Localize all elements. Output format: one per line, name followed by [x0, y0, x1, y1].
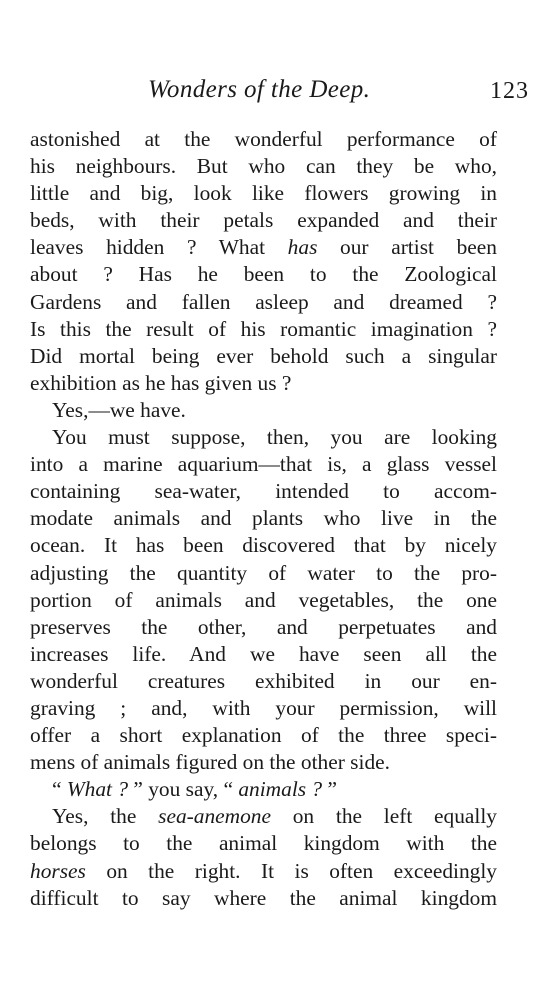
text-line: offer a short explanation of the three speci-	[30, 723, 497, 748]
running-head	[30, 76, 529, 110]
text-line: belongs to the animal kingdom with the	[30, 831, 497, 856]
text-line: leaves hidden ? What has our artist been	[30, 235, 497, 260]
text-line: wonderful creatures exhibited in our en-	[30, 668, 497, 693]
text-line: graving ; and, with your permission, will	[30, 695, 497, 720]
text-line: You must suppose, then, you are looking	[52, 425, 497, 450]
text-line: adjusting the quantity of water to the pro-	[30, 560, 497, 585]
running-title: Wonders of the Deep.	[148, 76, 371, 103]
text-line: beds, with their petals expanded and their	[30, 208, 497, 233]
text-line: horses on the right. It is often exceedingly	[30, 858, 497, 883]
text-line: Yes,—we have.	[52, 397, 186, 422]
text-line: Is this the result of his romantic imagination ?	[30, 316, 497, 341]
text-line: mens of animals figured on the other side.	[30, 750, 390, 775]
text-line: containing sea-water, intended to accom-	[30, 479, 497, 504]
text-line: increases life. And we have seen all the	[30, 641, 497, 666]
text-line: about ? Has he been to the Zoological	[30, 262, 497, 287]
text-line: Gardens and fallen asleep and dreamed ?	[30, 289, 497, 314]
text-line: into a marine aquarium—that is, a glass vessel	[30, 452, 497, 477]
body-text	[30, 126, 497, 912]
text-line: little and big, look like flowers growing in	[30, 181, 497, 206]
text-line: exhibition as he has given us ?	[30, 370, 292, 395]
page-number: 123	[490, 78, 529, 104]
text-line: preserves the other, and perpetuates and	[30, 614, 497, 639]
text-line: ocean. It has been discovered that by nicely	[30, 533, 497, 558]
text-line: Yes, the sea-anemone on the left equally	[52, 804, 497, 829]
text-line: portion of animals and vegetables, the one	[30, 587, 497, 612]
text-line: his neighbours. But who can they be who,	[30, 154, 497, 179]
text-line: modate animals and plants who live in the	[30, 506, 497, 531]
text-line: “ What ? ” you say, “ animals ? ”	[52, 777, 337, 802]
text-line: difficult to say where the animal kingdom	[30, 885, 497, 910]
text-line: astonished at the wonderful performance of	[30, 127, 497, 151]
text-line: Did mortal being ever behold such a singular	[30, 343, 497, 368]
